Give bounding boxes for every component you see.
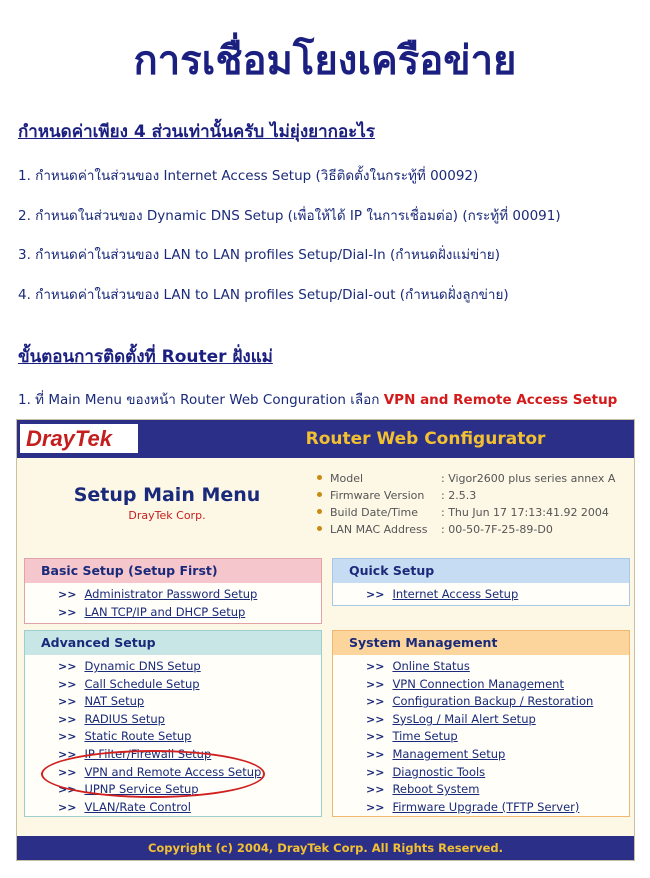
basic-setup-title: Basic Setup (Setup First) bbox=[25, 559, 321, 583]
link-label[interactable]: LAN TCP/IP and DHCP Setup bbox=[84, 604, 246, 619]
link-call-schedule-setup[interactable] bbox=[25, 677, 321, 695]
link-lan-tcpip-dhcp-setup[interactable] bbox=[25, 605, 321, 623]
info-key: Build Date/Time bbox=[330, 506, 419, 519]
link-label[interactable]: SysLog / Mail Alert Setup bbox=[392, 711, 536, 726]
info-row bbox=[317, 489, 627, 506]
link-dynamic-dns-setup[interactable] bbox=[25, 659, 321, 677]
info-value: : Vigor2600 plus series annex A bbox=[441, 472, 616, 485]
system-management-title: System Management bbox=[333, 631, 629, 655]
bullet-icon bbox=[317, 492, 322, 497]
link-reboot-system[interactable] bbox=[333, 782, 629, 800]
highlight-ellipse bbox=[41, 747, 265, 798]
page-title: การเชื่อมโยงเครือข่าย bbox=[133, 38, 517, 84]
router-step-1-highlight: VPN and Remote Access Setup bbox=[383, 392, 618, 408]
arrow-icon: >> bbox=[366, 712, 385, 726]
quick-setup-panel bbox=[332, 558, 630, 606]
link-administrator-password-setup[interactable] bbox=[25, 587, 321, 605]
arrow-icon: >> bbox=[366, 677, 385, 691]
system-management-panel bbox=[332, 630, 630, 817]
link-label[interactable]: Management Setup bbox=[392, 746, 506, 761]
info-value: : 00-50-7F-25-89-D0 bbox=[441, 523, 553, 536]
arrow-icon: >> bbox=[366, 765, 385, 779]
link-label[interactable]: Reboot System bbox=[392, 782, 480, 797]
link-configuration-backup[interactable] bbox=[333, 694, 629, 712]
info-row bbox=[317, 523, 627, 540]
arrow-icon: >> bbox=[366, 588, 385, 601]
arrow-icon: >> bbox=[58, 588, 77, 601]
arrow-icon: >> bbox=[58, 747, 77, 761]
link-nat-setup[interactable] bbox=[25, 694, 321, 712]
info-key: Firmware Version bbox=[330, 489, 425, 502]
link-label[interactable]: VLAN/Rate Control bbox=[84, 799, 191, 814]
arrow-icon: >> bbox=[58, 677, 77, 691]
arrow-icon: >> bbox=[366, 730, 385, 744]
link-management-setup[interactable] bbox=[333, 747, 629, 765]
arrow-icon: >> bbox=[366, 783, 385, 797]
arrow-icon: >> bbox=[58, 605, 77, 619]
quick-setup-items bbox=[333, 583, 629, 605]
link-label[interactable]: Static Route Setup bbox=[84, 729, 192, 744]
link-label[interactable]: Internet Access Setup bbox=[392, 587, 519, 601]
info-key: LAN MAC Address bbox=[330, 523, 428, 536]
info-value: : Thu Jun 17 17:13:41.92 2004 bbox=[441, 506, 609, 519]
menu-title: Setup Main Menu bbox=[73, 484, 261, 506]
arrow-icon: >> bbox=[58, 783, 77, 797]
draytek-logo: DrayTek bbox=[20, 424, 138, 453]
advanced-setup-title: Advanced Setup bbox=[25, 631, 321, 655]
step-2: 2. กำหนดในส่วนของ Dynamic DNS Setup (เพื่อให้ได้ IP ในการเชื่อมต่อ) (กระทู้ที่ 00091) bbox=[18, 208, 561, 224]
step-3: 3. กำหนดค่าในส่วนของ LAN to LAN profiles Setup/Dial-In (กำหนดฝั่งแม่ข่าย) bbox=[18, 247, 500, 263]
info-row bbox=[317, 472, 627, 489]
system-management-items bbox=[333, 655, 629, 817]
link-label[interactable]: IP Filter/Firewall Setup bbox=[84, 746, 212, 761]
link-label[interactable]: Configuration Backup / Restoration bbox=[392, 694, 594, 709]
link-label[interactable]: Administrator Password Setup bbox=[84, 587, 258, 601]
link-internet-access-setup[interactable] bbox=[333, 587, 629, 605]
router-header bbox=[17, 420, 634, 458]
info-row bbox=[317, 506, 627, 523]
link-label[interactable]: Diagnostic Tools bbox=[392, 764, 486, 779]
device-info bbox=[317, 472, 627, 540]
router-web-configurator bbox=[16, 419, 635, 861]
arrow-icon: >> bbox=[366, 660, 385, 673]
step-1: 1. กำหนดค่าในส่วนของ Internet Access Setup (วิธีติดตั้งในกระทู้ที่ 00092) bbox=[18, 168, 479, 184]
arrow-icon: >> bbox=[58, 712, 77, 726]
link-label[interactable]: Firmware Upgrade (TFTP Server) bbox=[392, 799, 580, 814]
arrow-icon: >> bbox=[58, 800, 77, 814]
basic-setup-items bbox=[25, 583, 321, 622]
arrow-icon: >> bbox=[58, 660, 77, 673]
link-time-setup[interactable] bbox=[333, 729, 629, 747]
link-online-status[interactable] bbox=[333, 659, 629, 677]
router-footer: Copyright (c) 2004, DrayTek Corp. All Rights Reserved. bbox=[17, 836, 634, 860]
link-radius-setup[interactable] bbox=[25, 712, 321, 730]
section1-heading: กำหนดค่าเพียง 4 ส่วนเท่านั้นครับ ไม่ยุ่งยากอะไร bbox=[18, 122, 375, 142]
link-syslog-mail-alert[interactable] bbox=[333, 712, 629, 730]
step-4: 4. กำหนดค่าในส่วนของ LAN to LAN profiles Setup/Dial-out (กำหนดฝั่งลูกข่าย) bbox=[18, 287, 509, 303]
link-diagnostic-tools[interactable] bbox=[333, 765, 629, 783]
app-title: Router Web Configurator bbox=[305, 429, 546, 449]
menu-subtitle: DrayTek Corp. bbox=[128, 509, 206, 522]
bullet-icon bbox=[317, 509, 322, 514]
link-label[interactable]: Dynamic DNS Setup bbox=[84, 659, 201, 673]
link-label[interactable]: Call Schedule Setup bbox=[84, 676, 200, 691]
link-vlan-rate-control[interactable] bbox=[25, 800, 321, 818]
basic-setup-panel bbox=[24, 558, 322, 624]
link-vpn-connection-management[interactable] bbox=[333, 677, 629, 695]
link-label[interactable]: Time Setup bbox=[392, 729, 458, 744]
router-step-1 bbox=[18, 388, 617, 410]
router-step-1-text: 1. ที่ Main Menu ของหน้า Router Web Conguration เลือก bbox=[18, 392, 384, 408]
bullet-icon bbox=[317, 475, 322, 480]
setup-main-menu-heading bbox=[37, 484, 297, 522]
link-static-route-setup[interactable] bbox=[25, 729, 321, 747]
arrow-icon: >> bbox=[366, 800, 385, 814]
link-label[interactable]: NAT Setup bbox=[84, 694, 145, 709]
arrow-icon: >> bbox=[58, 695, 77, 709]
arrow-icon: >> bbox=[366, 695, 385, 709]
link-label[interactable]: RADIUS Setup bbox=[84, 711, 165, 726]
arrow-icon: >> bbox=[366, 747, 385, 761]
link-label[interactable]: UPNP Service Setup bbox=[84, 782, 199, 797]
link-label[interactable]: VPN and Remote Access Setup bbox=[84, 764, 262, 779]
section2-heading: ขั้นตอนการติดตั้งที่ Router ฝั่งแม่ bbox=[18, 347, 273, 367]
bullet-icon bbox=[317, 526, 322, 531]
link-firmware-upgrade[interactable] bbox=[333, 800, 629, 818]
arrow-icon: >> bbox=[58, 765, 77, 779]
link-label[interactable]: VPN Connection Management bbox=[392, 676, 564, 691]
info-key: Model bbox=[330, 472, 364, 485]
arrow-icon: >> bbox=[58, 730, 77, 744]
quick-setup-title: Quick Setup bbox=[333, 559, 629, 583]
link-label[interactable]: Online Status bbox=[392, 659, 470, 673]
info-value: : 2.5.3 bbox=[441, 489, 477, 502]
